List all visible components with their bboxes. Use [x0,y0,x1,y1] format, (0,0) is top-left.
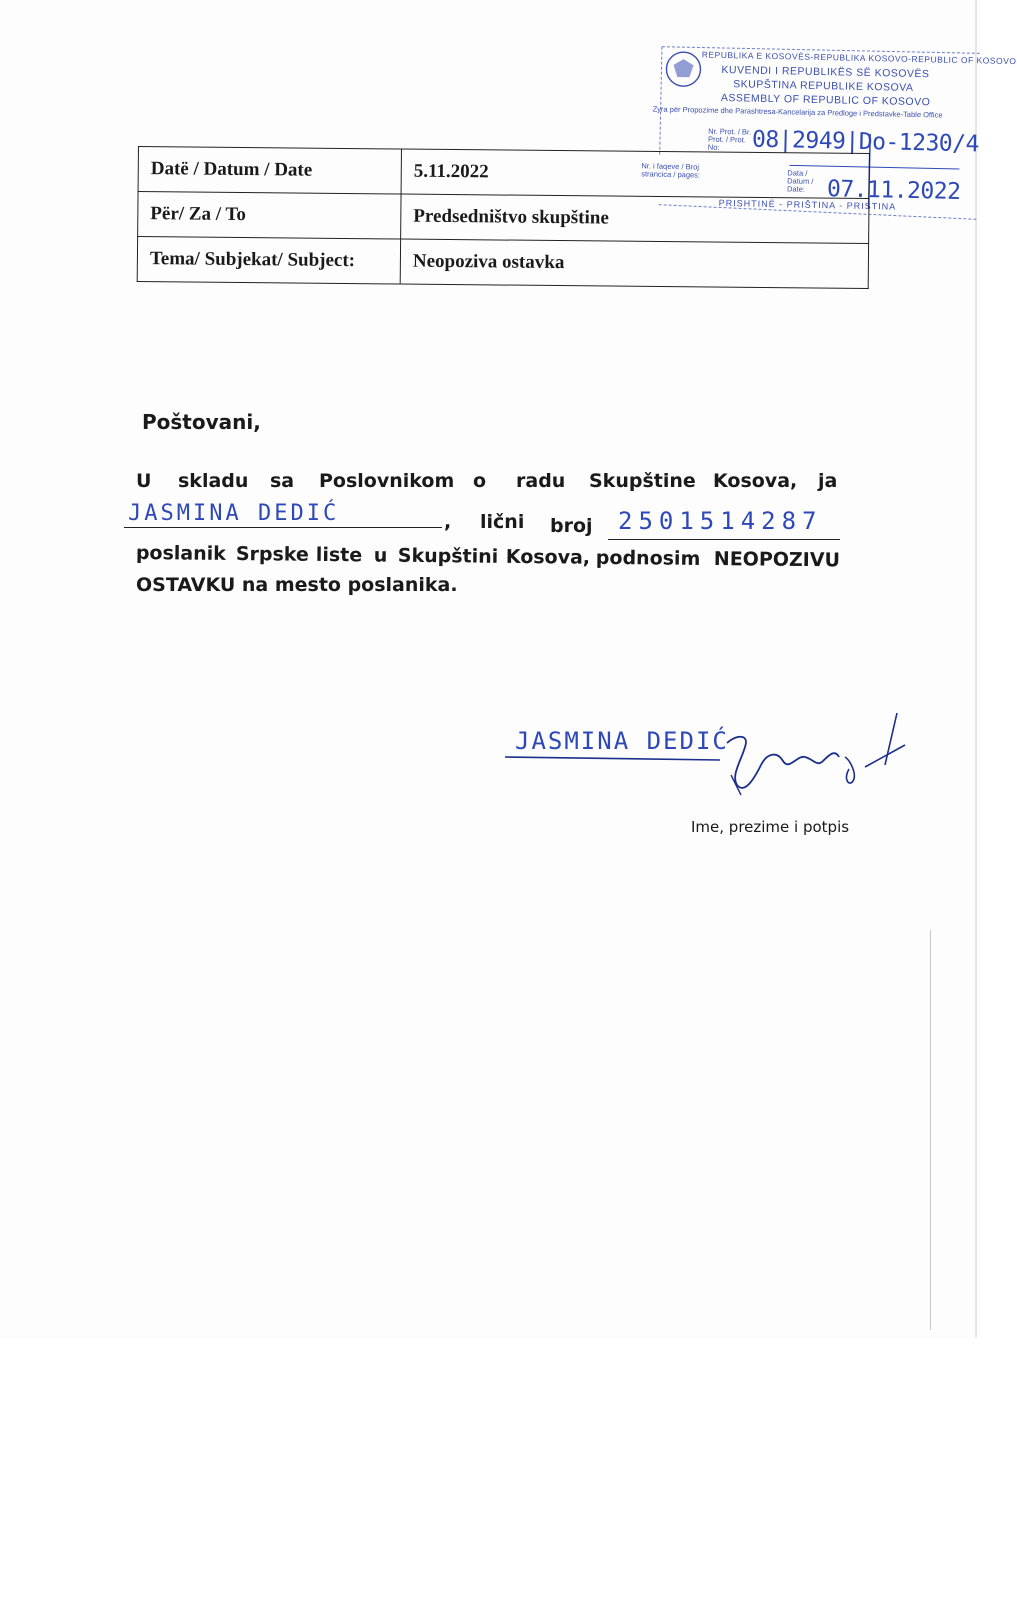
body-word: Srpske [235,543,309,566]
stamp-city: PRISHTINË - PRIŠTINA - PRISTINA [718,197,897,212]
header-row-to [138,192,869,244]
body-word: ja [818,470,838,492]
signature-scribble [505,705,925,820]
to-label: Për/ Za / To [138,192,401,240]
body-word: U [136,470,152,492]
signature-area [505,705,925,820]
stamp-pages-label: Nr. i faqeve / Broj strancica / pages: [641,161,701,180]
body-word: Skupštine [589,470,696,492]
to-value: Predsedništvo skupštine [401,194,869,243]
body-line-1 [136,470,836,500]
body-word: Poslovnikom [319,470,455,492]
date-value: 5.11.2022 [401,149,869,198]
body-word: poslanik [135,542,226,565]
signature-handwritten-name: JASMINA DEDIĆ [515,727,729,755]
date-label: Datë / Datum / Date [138,147,401,195]
greeting: Poštovani, [142,410,261,434]
stamp-line: ASSEMBLY OF REPUBLIC OF KOSOVO [720,91,931,109]
stamp-line: REPUBLIKA E KOSOVËS-REPUBLIKA KOSOVO-REPUBLIC OF KOSOVO [701,49,1017,67]
body-word: NEOPOZIVU [713,548,841,572]
stamp-line: KUVENDI I REPUBLIKËS SË KOSOVËS [721,63,930,81]
body-word: skladu [178,470,249,492]
stamp-prot-label: Nr. Prot. / Br. Prot. / Prot. No: [707,126,752,152]
subject-label: Tema/ Subjekat/ Subject: [137,237,400,285]
body-word: radu [516,470,566,492]
body-word: u [373,544,388,567]
handwritten-name: JASMINA DEDIĆ [128,501,340,526]
stamp-date-label: Data / Datum / Date: [786,168,814,194]
header-row-date [138,147,869,199]
header-row-subject [137,237,868,289]
name-underline [124,527,442,528]
comma: , [444,511,452,533]
body-word: o [473,470,487,492]
body-word: Kosova, [713,470,798,492]
body-word: Skupštini [397,544,499,568]
stamp-prot-number: 08|2949|Do-1230/4 [751,126,980,158]
body-word: liste [315,543,363,567]
id-underline [608,539,840,540]
body-word: podnosim [595,546,701,570]
body-word: sa [270,470,295,492]
stamp-line: SKUPŠTINA REPUBLIKE KOSOVA [733,78,914,94]
body-line-4: OSTAVKU na mesto poslanika. [136,574,458,596]
body-word: lični [480,511,525,533]
subject-value: Neopoziva ostavka [400,239,868,288]
body-word: broj [550,515,593,537]
header-table [137,146,870,289]
signature-caption: Ime, prezime i potpis [691,818,850,836]
stamp-line: Zyra për Propozime dhe Parashtresa-Kancelarija za Predloge i Predstavke-Table Office [652,104,943,120]
page-edge [930,930,931,1330]
body-line-2 [128,501,846,541]
body-word: Kosova, [505,545,591,569]
handwritten-id-number: 2501514287 [618,507,823,535]
stamp-date-value: 07.11.2022 [826,176,961,205]
